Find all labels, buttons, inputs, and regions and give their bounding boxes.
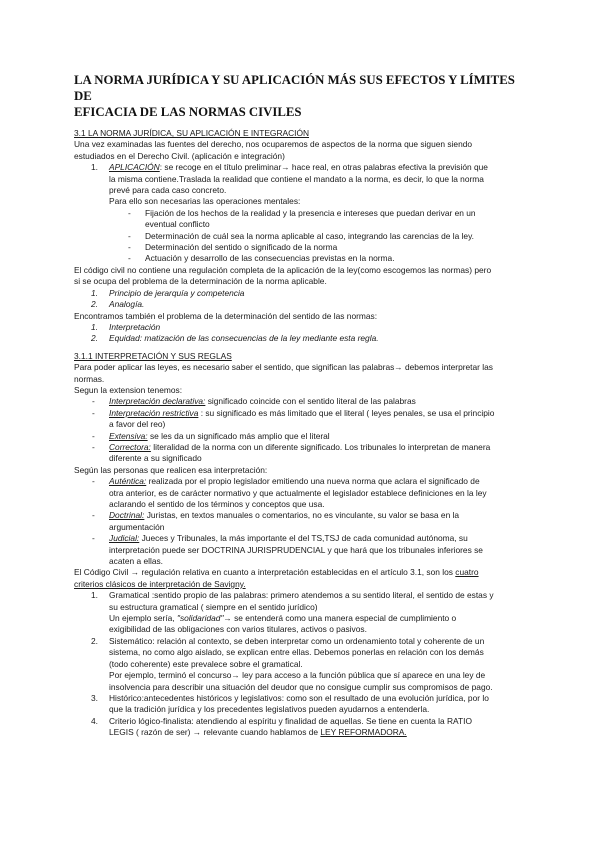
- section-heading-3-1-1: 3.1.1 INTERPRETACIÓN Y SUS REGLAS: [74, 350, 232, 361]
- list-number: 1.: [91, 162, 98, 173]
- term-label: APLICACIÓN: [109, 162, 160, 173]
- list-text: que la tradición jurídica y los precedentes legislativos pueden ayudarnos a entenderla.: [109, 704, 430, 715]
- list-item: [74, 590, 534, 601]
- list-item: [74, 636, 534, 647]
- paragraph: Una vez examinadas las fuentes del derecho, nos ocuparemos de aspectos de la norma que siguen siendo: [74, 139, 473, 150]
- bullet-item: [74, 396, 534, 407]
- dash-bullet: -: [128, 207, 131, 218]
- list-text: Criterio lógico-finalista: atendiendo al espíritu y finalidad de aquellas. Se tiene en cuenta la RATIO: [109, 715, 472, 726]
- bullet-text: Fijación de los hechos de la realidad y la presencia e intereses que puedan derivar en un: [145, 207, 476, 218]
- bullet-item: [74, 431, 534, 442]
- list-number: 1.: [91, 590, 98, 601]
- bullet-item: [74, 231, 534, 242]
- bullet-text: aclarando el sentido de los términos y conceptos que usa.: [109, 499, 325, 509]
- term-label: Doctrinal:: [109, 510, 145, 521]
- bullet-item: [74, 510, 534, 521]
- dash-bullet: -: [128, 242, 131, 253]
- list-text: Analogía.: [109, 299, 145, 310]
- bullet-text: eventual conflicto: [145, 219, 210, 230]
- dash-bullet: -: [92, 430, 95, 441]
- underlined-text: criterios clásicos de interpretación de Savigny.: [74, 578, 246, 589]
- list-item: [74, 716, 534, 727]
- term-label: Extensiva:: [109, 430, 148, 441]
- bullet-text: interpretación puede ser DOCTRINA JURISPRUDENCIAL y que hará que los tribunales inferiores se: [109, 544, 483, 555]
- list-item: [74, 299, 534, 310]
- paragraph-text: El Código Civil → regulación relativa en cuanto a interpretación establecidas en el artículo 3.1, son los: [74, 567, 456, 578]
- list-text: Equidad: matización de las consecuencias de la ley mediante esta regla.: [109, 333, 379, 344]
- paragraph: Según las personas que realicen esa interpretación:: [74, 464, 268, 475]
- bullet-text: se les da un significado más amplio que el literal: [147, 430, 330, 441]
- list-number: 2.: [91, 635, 98, 646]
- dash-bullet: -: [92, 396, 95, 407]
- dash-bullet: -: [92, 476, 95, 487]
- bullet-item: [74, 253, 534, 264]
- list-item: [74, 333, 534, 344]
- list-number: 1.: [91, 287, 98, 298]
- bullet-item: [74, 442, 534, 453]
- bullet-item: [74, 408, 534, 419]
- list-item: [74, 288, 534, 299]
- bullet-text: a favor del reo): [109, 419, 166, 430]
- bullet-item: [74, 476, 534, 487]
- title-line-1: LA NORMA JURÍDICA Y SU APLICACIÓN MÁS SUS EFECTOS Y LÍMITES DE: [74, 73, 515, 103]
- bullet-text: otra anterior, es de carácter normativo y que actualmente el legislador establece definiciones en la ley: [109, 487, 487, 498]
- list-text: LEGIS ( razón de ser) → relevante cuando hablamos de: [109, 727, 321, 738]
- dash-bullet: -: [92, 441, 95, 452]
- list-text: Histórico:antecedentes históricos y legislativos: como son el resultado de una evolución jurídica, por lo: [109, 692, 489, 703]
- section-heading-3-1: 3.1 LA NORMA JURÍDICA, SU APLICACIÓN E INTEGRACIÓN: [74, 128, 310, 138]
- list-item: [74, 693, 534, 704]
- bullet-item: [74, 533, 534, 544]
- paragraph: estudiados en el Derecho Civil. (aplicación e integración): [74, 150, 285, 161]
- list-text: → se entenderá como una manera especial de cumplimiento o: [223, 613, 457, 624]
- paragraph: Encontramos también el problema de la determinación del sentido de las normas:: [74, 310, 378, 321]
- term-label: Interpretación declarativa:: [109, 396, 206, 407]
- quoted-term: "solidaridad": [176, 613, 224, 624]
- title-line-2: EFICACIA DE LAS NORMAS CIVILES: [74, 105, 302, 119]
- list-text: Un ejemplo sería,: [109, 613, 177, 624]
- list-text: Para ello son necesarias las operaciones mentales:: [109, 196, 301, 207]
- list-number: 3.: [91, 692, 98, 703]
- list-text: prevé para cada caso concreto.: [109, 185, 227, 196]
- term-label: Correctora:: [109, 441, 151, 452]
- bullet-text: : su significado es más limitado que el literal ( leyes penales, se usa el principio: [198, 407, 495, 418]
- list-text: Por ejemplo, terminó el concurso→ ley para acceso a la función pública que sí aparece en una ley de: [109, 670, 486, 681]
- list-text: insolvencia para describir una situación del deudor que no consigue cumplir sus compromisos de pago.: [109, 681, 493, 692]
- list-text: Sistemático: relación al contexto, se deben interpretar como un ordenamiento total y coherente de un: [109, 635, 485, 646]
- dash-bullet: -: [92, 407, 95, 418]
- term-label: Interpretación restrictiva: [109, 407, 199, 418]
- term-label: Auténtica:: [109, 476, 147, 487]
- bullet-text: Determinación del sentido o significado de la norma: [145, 242, 338, 253]
- bullet-text: argumentación: [109, 521, 165, 532]
- list-text: [74, 613, 534, 624]
- list-text: Gramatical :sentido propio de las palabras: primero atendemos a su sentido literal, el sentido de estas y: [109, 590, 494, 601]
- list-text: (todo coherente) este prevalece sobre el gramatical.: [109, 658, 303, 669]
- list-item: [74, 162, 534, 173]
- document-title: [74, 72, 534, 120]
- dash-bullet: -: [92, 533, 95, 544]
- list-number: 2.: [91, 333, 98, 344]
- paragraph: normas.: [74, 373, 105, 384]
- underlined-text: cuatro: [455, 567, 479, 578]
- list-text: Interpretación: [109, 321, 161, 332]
- list-text: la misma contiene.Traslada la realidad que contiene el mandato a la norma, es decir, lo que la norma: [109, 173, 484, 184]
- bullet-text: significado coincide con el sentido literal de las palabras: [205, 396, 416, 407]
- underlined-text: LEY REFORMADORA.: [320, 727, 407, 738]
- dash-bullet: -: [128, 230, 131, 241]
- bullet-text: literalidad de la norma con un diferente significado. Los tribunales lo interpretan de manera: [150, 441, 491, 452]
- bullet-text: Juristas, en textos manuales o comentarios, no es vinculante, su valor se basa en la: [144, 510, 460, 521]
- bullet-text: Jueces y Tribunales, la más importante el del TS,TSJ de cada comunidad autónoma, su: [139, 533, 468, 544]
- bullet-text: diferente a su significado: [109, 453, 202, 464]
- paragraph: Segun la extension tenemos:: [74, 384, 183, 395]
- paragraph: [74, 567, 534, 578]
- bullet-text: realizada por el propio legislador emitiendo una nueva norma que aclara el significado de: [146, 476, 480, 487]
- list-number: 2.: [91, 299, 98, 310]
- bullet-item: [74, 242, 534, 253]
- list-text: [74, 727, 534, 738]
- paragraph: si se ocupa del problema de la determinación de la norma aplicable.: [74, 276, 327, 287]
- paragraph: El código civil no contiene una regulación completa de la aplicación de la ley(como escogemos las normas) pero: [74, 264, 492, 275]
- list-text: sistema, no como algo aislado, se explican entre ellas. Debemos ponerlas en relación con los demás: [109, 647, 484, 658]
- bullet-item: [74, 208, 534, 219]
- dash-bullet: -: [128, 253, 131, 264]
- list-number: 1.: [91, 321, 98, 332]
- list-text: : se recoge en el título preliminar→ hace real, en otras palabras efectiva la previsión que: [159, 162, 488, 173]
- list-text: exigibilidad de las obligaciones con varios titulares, activos o pasivos.: [109, 624, 367, 635]
- dash-bullet: -: [92, 510, 95, 521]
- bullet-text: Determinación de cuál sea la norma aplicable al caso, integrando las carencias de la ley.: [145, 230, 474, 241]
- list-number: 4.: [91, 715, 98, 726]
- paragraph: Para poder aplicar las leyes, es necesario saber el sentido, que significan las palabras→ debemos interpretar las: [74, 362, 493, 373]
- document-body: [74, 128, 534, 739]
- list-item: [74, 322, 534, 333]
- list-text: su estructura gramatical ( siempre en el sentido jurídico): [109, 601, 318, 612]
- bullet-text: acaten a ellas.: [109, 556, 164, 567]
- term-label: Judicial:: [109, 533, 140, 544]
- bullet-text: Actuación y desarrollo de las consecuencias previstas en la norma.: [145, 253, 395, 264]
- list-text: Principio de jerarquía y competencia: [109, 287, 245, 298]
